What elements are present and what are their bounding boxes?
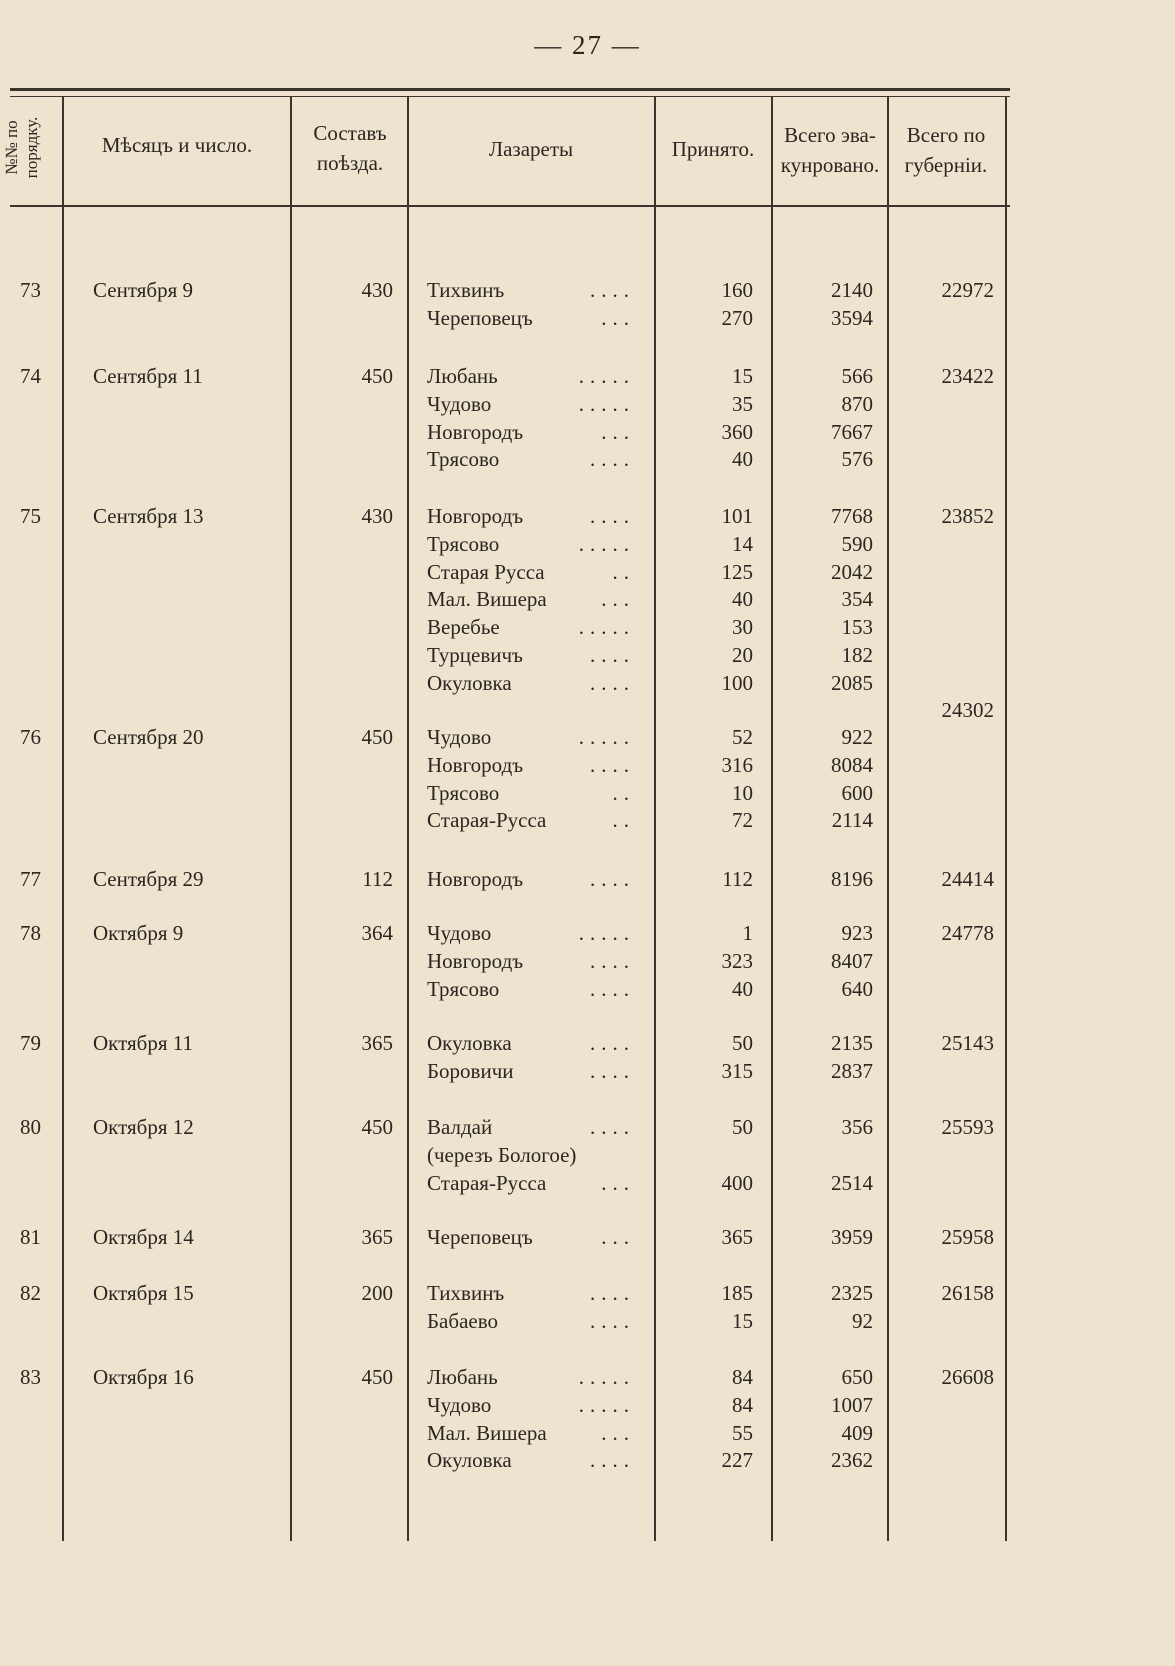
evacuated-count: 2135 [831, 1031, 873, 1055]
province-total: 23422 [941, 364, 994, 388]
hospital-name: Череповецъ [427, 305, 533, 330]
leader-dots: ..... [578, 364, 635, 388]
accepted-count: 52 [732, 725, 753, 749]
evacuated-count: 7768 [831, 504, 873, 528]
entry-number: 83 [20, 1365, 41, 1389]
leader-dots: .... [590, 504, 635, 528]
accepted-count: 1 [742, 921, 753, 945]
entry-number: 76 [20, 725, 41, 749]
header-hospitals: Лазареты [488, 137, 574, 161]
entry-number: 75 [20, 504, 41, 528]
top-rule [10, 88, 1010, 91]
accepted-count: 15 [732, 364, 753, 388]
hospital-name: Старая-Русса [427, 1170, 547, 1195]
accepted-count: 30 [732, 615, 753, 640]
evacuated-count: 1007 [831, 1392, 873, 1417]
province-total: 26608 [941, 1365, 994, 1389]
accepted-count: 112 [722, 867, 753, 891]
accepted-count: 20 [732, 643, 753, 667]
train-size: 450 [361, 1115, 393, 1139]
hospital-name: Окуловка [427, 670, 512, 695]
leader-dots: ..... [578, 725, 635, 749]
accepted-count: 185 [721, 1281, 753, 1305]
province-total: 25143 [941, 1031, 994, 1055]
evacuated-count: 8196 [831, 867, 873, 891]
entry-date: Сентября 9 [93, 278, 193, 302]
leader-dots: ... [601, 1225, 635, 1249]
hospital-name: Новгородъ [427, 504, 524, 528]
entry-number: 77 [20, 867, 41, 891]
accepted-count: 365 [721, 1225, 753, 1249]
evacuated-count: 870 [841, 391, 873, 416]
col-rule-2 [290, 96, 292, 1541]
evacuated-count: 2085 [831, 670, 873, 695]
accepted-count: 72 [732, 808, 753, 833]
hospital-name: (черезъ Бологое) [427, 1142, 577, 1167]
header-evacuated: Всего эва-кунровано. [780, 123, 880, 177]
entry-date: Сентября 29 [93, 867, 204, 891]
province-total: 25593 [941, 1115, 994, 1139]
evacuated-count: 600 [841, 780, 873, 805]
hospital-name: Новгородъ [427, 752, 524, 777]
hospital-name: Новгородъ [427, 948, 524, 973]
accepted-count: 40 [732, 447, 753, 472]
leader-dots: .... [590, 867, 635, 891]
hospital-name: Любань [427, 1365, 498, 1389]
col-rule-3 [407, 96, 409, 1541]
province-total: 24414 [941, 867, 994, 891]
hospital-name: Любань [427, 364, 498, 388]
accepted-count: 14 [732, 531, 753, 556]
hospital-name: Старая Русса [427, 559, 545, 584]
hospital-name: Мал. Вишера [427, 1420, 547, 1445]
leader-dots: .... [590, 1281, 635, 1305]
evacuated-count: 8407 [831, 948, 873, 973]
entry-date: Октября 14 [93, 1225, 194, 1249]
evacuated-count: 923 [841, 921, 873, 945]
evacuated-count: 7667 [831, 419, 873, 444]
hospital-name: Трясово [427, 976, 500, 1001]
leader-dots: .. [612, 559, 635, 584]
accepted-count: 360 [721, 419, 753, 444]
leader-dots: ..... [578, 1392, 635, 1417]
leader-dots: ... [601, 419, 635, 444]
leader-dots: ..... [578, 531, 635, 556]
hospital-name: Новгородъ [427, 419, 524, 444]
page-number: — 27 — [534, 30, 641, 60]
col-rule-7 [1005, 96, 1007, 1541]
col-rule-1 [62, 96, 64, 1541]
entry-date: Октября 9 [93, 921, 184, 945]
hospital-name: Мал. Вишера [427, 587, 547, 612]
entry-date: Октября 12 [93, 1115, 194, 1139]
hospital-name: Чудово [427, 725, 492, 749]
leader-dots: .... [590, 948, 635, 973]
evacuated-count: 409 [841, 1420, 873, 1445]
train-size: 450 [361, 364, 393, 388]
evacuated-count: 2514 [831, 1170, 873, 1195]
leader-dots: .... [590, 1058, 635, 1083]
leader-dots: .... [590, 1308, 635, 1333]
leader-dots: .... [590, 643, 635, 667]
leader-dots: .... [590, 1031, 635, 1055]
accepted-count: 40 [732, 587, 753, 612]
entry-number: 81 [20, 1225, 41, 1249]
entry-date: Сентября 13 [93, 504, 204, 528]
accepted-count: 270 [721, 305, 753, 330]
evacuated-count: 8084 [831, 752, 873, 777]
train-size: 200 [361, 1281, 393, 1305]
accepted-count: 227 [721, 1448, 753, 1473]
accepted-count: 316 [721, 752, 753, 777]
accepted-count: 50 [732, 1115, 753, 1139]
leader-dots: ..... [578, 391, 635, 416]
evacuated-count: 3959 [831, 1225, 873, 1249]
train-size: 450 [361, 1365, 393, 1389]
evacuated-count: 640 [841, 976, 873, 1001]
leader-dots: .. [612, 780, 635, 805]
col-rule-6 [887, 96, 889, 1541]
leader-dots: .... [590, 670, 635, 695]
province-total: 24778 [941, 921, 994, 945]
header-date: Мѣсяцъ и число. [101, 133, 253, 157]
evacuated-count: 2114 [831, 808, 873, 833]
leader-dots: ..... [578, 921, 635, 945]
entry-date: Октября 16 [93, 1365, 194, 1389]
train-size: 112 [362, 867, 393, 891]
leader-dots: ... [601, 1170, 635, 1195]
entry-number: 78 [20, 921, 41, 945]
accepted-count: 125 [721, 559, 753, 584]
accepted-count: 323 [721, 948, 753, 973]
col-rule-4 [654, 96, 656, 1541]
accepted-count: 40 [732, 976, 753, 1001]
accepted-count: 35 [732, 391, 753, 416]
train-size: 430 [361, 278, 393, 302]
hospital-name: Веребье [427, 615, 500, 640]
evacuated-count: 2140 [831, 278, 873, 302]
leader-dots: .... [590, 447, 635, 472]
hospital-name: Чудово [427, 1392, 492, 1417]
accepted-count: 100 [721, 670, 753, 695]
hospital-name: Чудово [427, 921, 492, 945]
leader-dots: ... [601, 305, 635, 330]
hospital-name: Окуловка [427, 1031, 512, 1055]
entry-date: Сентября 20 [93, 725, 204, 749]
top-rule-thin [10, 96, 1010, 97]
accepted-count: 15 [732, 1308, 753, 1333]
entry-number: 80 [20, 1115, 41, 1139]
accepted-count: 55 [732, 1420, 753, 1445]
accepted-count: 50 [732, 1031, 753, 1055]
entry-number: 82 [20, 1281, 41, 1305]
train-size: 365 [361, 1225, 393, 1249]
leader-dots: .... [590, 1115, 635, 1139]
leader-dots: ... [601, 587, 635, 612]
header-province: Всего по губерніи. [904, 123, 988, 177]
evacuated-count: 354 [841, 587, 873, 612]
leader-dots: ..... [578, 1365, 635, 1389]
leader-dots: .... [590, 752, 635, 777]
entry-date: Октября 11 [93, 1031, 193, 1055]
hospital-name: Трясово [427, 780, 500, 805]
col-rule-5 [771, 96, 773, 1541]
hospital-name: Чудово [427, 391, 492, 416]
province-total: 24302 [941, 698, 994, 722]
leader-dots: .... [590, 1448, 635, 1473]
evacuated-count: 576 [841, 447, 873, 472]
entry-number: 74 [20, 364, 41, 388]
entry-number: 73 [20, 278, 41, 302]
hospital-name: Валдай [427, 1115, 493, 1139]
evacuated-count: 182 [841, 643, 873, 667]
evacuated-count: 2362 [831, 1448, 873, 1473]
province-total: 25958 [941, 1225, 994, 1249]
leader-dots: .... [590, 278, 635, 302]
accepted-count: 101 [721, 504, 753, 528]
evacuated-count: 650 [841, 1365, 873, 1389]
header-no: №№ по порядку. [2, 116, 41, 179]
evacuated-count: 153 [841, 615, 873, 640]
accepted-count: 10 [732, 780, 753, 805]
hospital-name: Турцевичъ [427, 643, 523, 667]
evacuated-count: 2837 [831, 1058, 873, 1083]
evacuated-count: 3594 [831, 305, 873, 330]
evacuated-count: 92 [852, 1308, 873, 1333]
evacuated-count: 922 [841, 725, 873, 749]
hospital-name: Бабаево [427, 1308, 498, 1333]
evacuated-count: 590 [841, 531, 873, 556]
hospital-name: Новгородъ [427, 867, 524, 891]
hospital-name: Трясово [427, 531, 500, 556]
leader-dots: ... [601, 1420, 635, 1445]
hospital-name: Старая-Русса [427, 808, 547, 833]
hospital-name: Трясово [427, 447, 500, 472]
evacuated-count: 566 [841, 364, 873, 388]
header-train: Составъ поѣзда. [313, 121, 387, 175]
evacuated-count: 2325 [831, 1281, 873, 1305]
header-rule [10, 205, 1010, 207]
entry-number: 79 [20, 1031, 41, 1055]
accepted-count: 315 [721, 1058, 753, 1083]
accepted-count: 84 [732, 1392, 753, 1417]
province-total: 22972 [941, 278, 994, 302]
hospital-name: Тихвинъ [427, 1281, 505, 1305]
accepted-count: 160 [721, 278, 753, 302]
train-size: 430 [361, 504, 393, 528]
evacuated-count: 2042 [831, 559, 873, 584]
accepted-count: 84 [732, 1365, 753, 1389]
header-accepted: Принято. [671, 137, 755, 161]
hospital-name: Череповецъ [427, 1225, 533, 1249]
hospital-name: Окуловка [427, 1448, 512, 1473]
train-size: 450 [361, 725, 393, 749]
province-total: 23852 [941, 504, 994, 528]
train-size: 364 [361, 921, 393, 945]
evacuated-count: 356 [841, 1115, 873, 1139]
entry-date: Сентября 11 [93, 364, 203, 388]
hospital-name: Тихвинъ [427, 278, 505, 302]
accepted-count: 400 [721, 1170, 753, 1195]
entry-date: Октября 15 [93, 1281, 194, 1305]
hospital-name: Боровичи [427, 1058, 514, 1083]
province-total: 26158 [941, 1281, 994, 1305]
leader-dots: .. [612, 808, 635, 833]
train-size: 365 [361, 1031, 393, 1055]
leader-dots: ..... [578, 615, 635, 640]
leader-dots: .... [590, 976, 635, 1001]
